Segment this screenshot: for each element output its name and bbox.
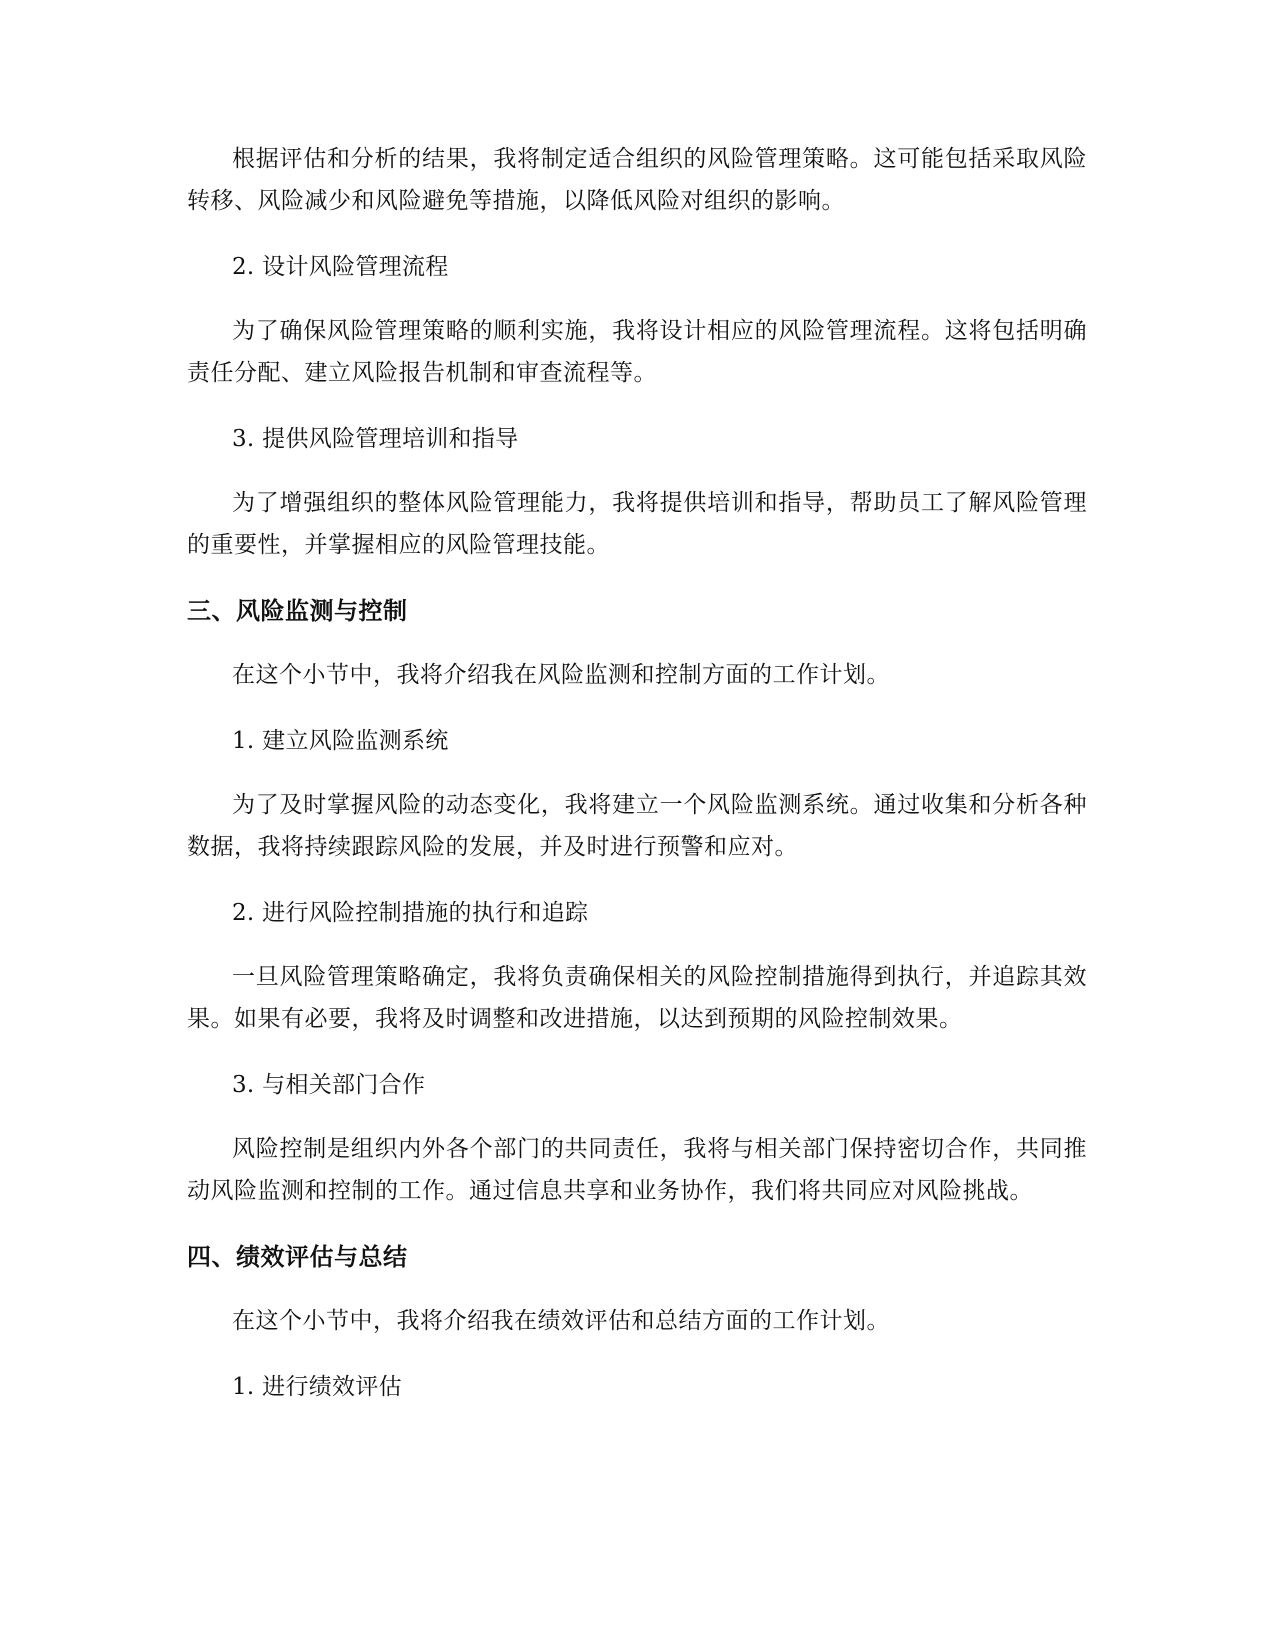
section-heading-monitoring: 三、风险监测与控制 <box>187 597 408 625</box>
document-page <box>187 138 1087 1430</box>
list-item-design-process: 2. 设计风险管理流程 <box>232 254 449 280</box>
paragraph-risk-process: 为了确保风险管理策略的顺利实施，我将设计相应的风险管理流程。这将包括明确责任分配、建立风险报告机制和审查流程等。 <box>187 318 1087 386</box>
paragraph-training: 为了增强组织的整体风险管理能力，我将提供培训和指导，帮助员工了解风险管理的重要性，并掌握相应的风险管理技能。 <box>187 490 1087 558</box>
list-item-monitoring-system: 1. 建立风险监测系统 <box>232 728 449 754</box>
paragraph-performance-intro: 在这个小节中，我将介绍我在绩效评估和总结方面的工作计划。 <box>232 1308 890 1334</box>
list-item-training: 3. 提供风险管理培训和指导 <box>232 426 519 452</box>
paragraph-risk-strategy: 根据评估和分析的结果，我将制定适合组织的风险管理策略。这可能包括采取风险转移、风险减少和风险避免等措施，以降低风险对组织的影响。 <box>187 146 1087 214</box>
list-item-cooperation: 3. 与相关部门合作 <box>232 1072 426 1098</box>
section-heading-performance: 四、绩效评估与总结 <box>187 1243 408 1271</box>
paragraph-monitoring-system: 为了及时掌握风险的动态变化，我将建立一个风险监测系统。通过收集和分析各种数据，我将持续跟踪风险的发展，并及时进行预警和应对。 <box>187 792 1087 860</box>
paragraph-cooperation: 风险控制是组织内外各个部门的共同责任，我将与相关部门保持密切合作，共同推动风险监测和控制的工作。通过信息共享和业务协作，我们将共同应对风险挑战。 <box>187 1136 1087 1204</box>
list-item-performance-evaluation: 1. 进行绩效评估 <box>232 1374 402 1400</box>
list-item-control-execution: 2. 进行风险控制措施的执行和追踪 <box>232 900 589 926</box>
paragraph-control-execution: 一旦风险管理策略确定，我将负责确保相关的风险控制措施得到执行，并追踪其效果。如果有必要，我将及时调整和改进措施，以达到预期的风险控制效果。 <box>187 964 1087 1032</box>
paragraph-monitoring-intro: 在这个小节中，我将介绍我在风险监测和控制方面的工作计划。 <box>232 662 890 688</box>
